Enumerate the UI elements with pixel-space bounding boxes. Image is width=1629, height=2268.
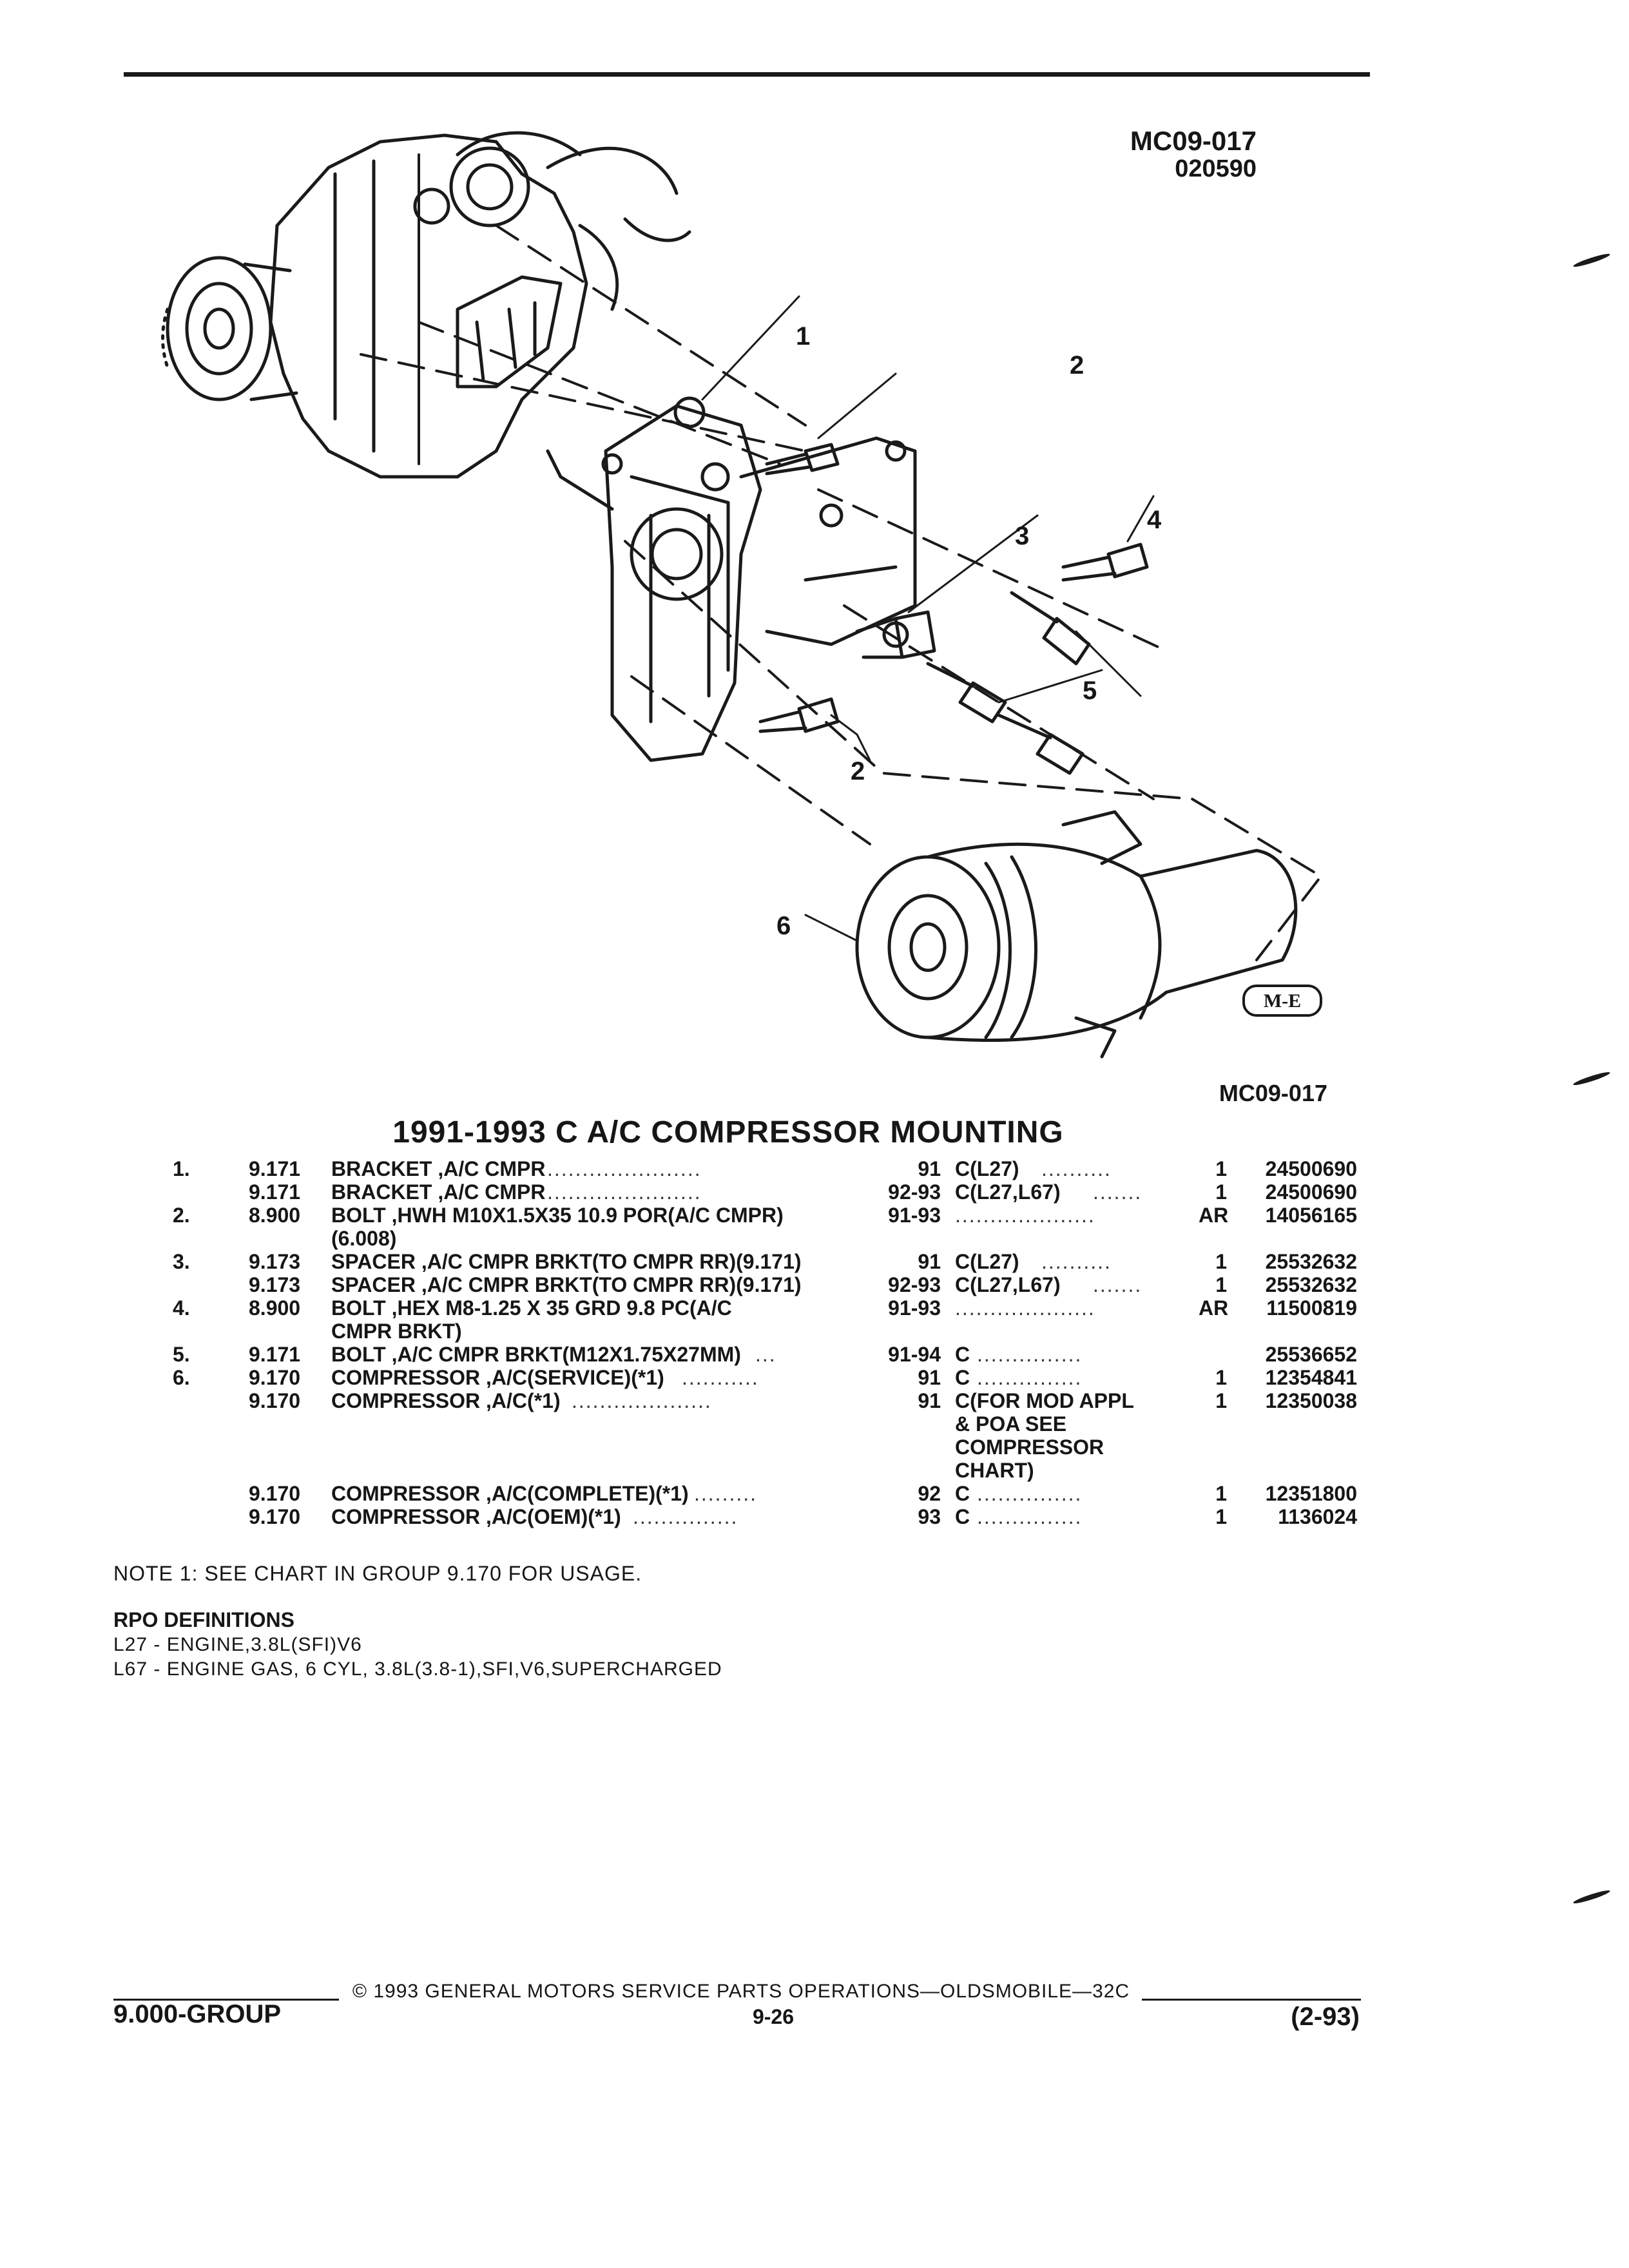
row-group: 9.171 xyxy=(249,1180,301,1204)
parts-row xyxy=(0,1412,1629,1436)
row-years: 91-94 xyxy=(888,1343,941,1366)
row-quantity: AR xyxy=(1199,1204,1229,1227)
row-leader-dots: .................... xyxy=(572,1389,712,1412)
row-group: 9.170 xyxy=(249,1366,301,1389)
me-logo-text: M-E xyxy=(1263,990,1302,1012)
row-application: C(L27) xyxy=(955,1157,1019,1180)
row-years: 91 xyxy=(918,1389,941,1412)
parts-row xyxy=(0,1296,1629,1320)
row-description: COMPRESSOR ,A/C(SERVICE)(*1) xyxy=(331,1366,664,1389)
scan-mark xyxy=(1572,252,1611,269)
parts-row xyxy=(0,1273,1629,1296)
parts-row xyxy=(0,1250,1629,1273)
row-description: COMPRESSOR ,A/C(OEM)(*1) xyxy=(331,1505,621,1528)
rpo-item-l27: L27 - ENGINE,3.8L(SFI)V6 xyxy=(113,1634,362,1655)
row-description: COMPRESSOR ,A/C(*1) xyxy=(331,1389,561,1412)
row-group: 8.900 xyxy=(249,1296,301,1320)
row-application-dots: ....... xyxy=(1093,1180,1142,1204)
row-leader-dots: ............... xyxy=(633,1505,738,1528)
row-application: C(L27) xyxy=(955,1250,1019,1273)
row-years: 92-93 xyxy=(888,1273,941,1296)
callout-2-lower: 2 xyxy=(851,757,865,785)
row-part-number: 25532632 xyxy=(1265,1273,1357,1296)
row-quantity: 1 xyxy=(1215,1250,1227,1273)
row-number: 3. xyxy=(173,1250,190,1273)
parts-list xyxy=(0,1157,1629,1528)
row-group: 9.170 xyxy=(249,1482,301,1505)
parts-row xyxy=(0,1482,1629,1505)
row-leader-dots: ...................... xyxy=(547,1157,702,1180)
row-description: SPACER ,A/C CMPR BRKT(TO CMPR RR)(9.171) xyxy=(331,1273,802,1296)
alignment-lines xyxy=(361,226,1321,960)
row-number: 5. xyxy=(173,1343,190,1366)
parts-row xyxy=(0,1366,1629,1389)
row-application: COMPRESSOR xyxy=(955,1436,1104,1459)
row-description: CMPR BRKT) xyxy=(331,1320,462,1343)
top-rule xyxy=(124,72,1370,77)
footer-rule-right xyxy=(1142,1999,1361,2001)
row-description: COMPRESSOR ,A/C(COMPLETE)(*1) xyxy=(331,1482,689,1505)
scan-mark xyxy=(1572,1888,1611,1905)
row-part-number: 12351800 xyxy=(1265,1482,1357,1505)
row-group: 9.173 xyxy=(249,1273,301,1296)
row-number: 4. xyxy=(173,1296,190,1320)
row-application-dots: ............... xyxy=(977,1505,1083,1528)
row-quantity: 1 xyxy=(1215,1505,1227,1528)
row-group: 9.171 xyxy=(249,1157,301,1180)
parts-row xyxy=(0,1343,1629,1366)
row-group: 8.900 xyxy=(249,1204,301,1227)
row-application-dots: .................... xyxy=(955,1204,1095,1227)
row-years: 91-93 xyxy=(888,1204,941,1227)
row-number: 1. xyxy=(173,1157,190,1180)
scan-mark xyxy=(1572,1070,1611,1087)
figure-caption: MC09-017 xyxy=(1219,1080,1327,1106)
row-group: 9.170 xyxy=(249,1389,301,1412)
row-part-number: 1136024 xyxy=(1278,1505,1357,1528)
parts-row xyxy=(0,1320,1629,1343)
row-part-number: 14056165 xyxy=(1265,1204,1357,1227)
row-application-dots: ....... xyxy=(1093,1273,1142,1296)
footer-copyright: © 1993 GENERAL MOTORS SERVICE PARTS OPERATIONS—OLDSMOBILE—32C xyxy=(352,1981,1130,2002)
crank-pulley xyxy=(163,258,297,399)
row-group: 9.170 xyxy=(249,1505,301,1528)
row-years: 92 xyxy=(918,1482,941,1505)
row-application: C xyxy=(955,1482,970,1505)
callout-3: 3 xyxy=(1015,522,1030,550)
parts-row xyxy=(0,1157,1629,1180)
bracket xyxy=(548,398,915,760)
row-part-number: 24500690 xyxy=(1265,1157,1357,1180)
row-part-number: 12350038 xyxy=(1265,1389,1357,1412)
callout-6: 6 xyxy=(776,912,791,940)
row-application: & POA SEE xyxy=(955,1412,1067,1436)
parts-row xyxy=(0,1436,1629,1459)
row-years: 91 xyxy=(918,1157,941,1180)
parts-row xyxy=(0,1180,1629,1204)
row-description: BRACKET ,A/C CMPR xyxy=(331,1157,546,1180)
footer-page-number: 9-26 xyxy=(752,2005,795,2028)
row-leader-dots: ......... xyxy=(694,1482,758,1505)
row-description: BOLT ,A/C CMPR BRKT(M12X1.75X27MM) xyxy=(331,1343,741,1366)
row-part-number: 11500819 xyxy=(1266,1296,1357,1320)
row-part-number: 25532632 xyxy=(1265,1250,1357,1273)
row-years: 91 xyxy=(918,1366,941,1389)
row-group: 9.173 xyxy=(249,1250,301,1273)
row-quantity: 1 xyxy=(1215,1366,1227,1389)
row-application: C(L27,L67) xyxy=(955,1180,1061,1204)
row-application-dots: .......... xyxy=(1041,1250,1112,1273)
footer-group: 9.000-GROUP xyxy=(113,2000,282,2028)
rpo-item-l67: L67 - ENGINE GAS, 6 CYL, 3.8L(3.8-1),SFI,V6,SUPERCHARGED xyxy=(113,1658,722,1680)
bolt-item-5a xyxy=(1012,593,1089,664)
row-quantity: 1 xyxy=(1215,1482,1227,1505)
parts-row xyxy=(0,1204,1629,1227)
row-application-dots: .................... xyxy=(955,1296,1095,1320)
bolt-item-2-lower xyxy=(760,699,838,731)
row-description: BRACKET ,A/C CMPR xyxy=(331,1180,546,1204)
footer-date: (2-93) xyxy=(1291,2003,1360,2031)
row-quantity: 1 xyxy=(1215,1389,1227,1412)
row-years: 91 xyxy=(918,1250,941,1273)
row-quantity: 1 xyxy=(1215,1180,1227,1204)
row-leader-dots: ...................... xyxy=(547,1180,702,1204)
row-quantity: 1 xyxy=(1215,1273,1227,1296)
figure-id: MC09-017 xyxy=(1130,126,1257,156)
bolt-item-4 xyxy=(1063,544,1147,580)
page-title: 1991-1993 C A/C COMPRESSOR MOUNTING xyxy=(392,1115,1064,1149)
row-application-dots: ............... xyxy=(977,1366,1083,1389)
figure-date-code: 020590 xyxy=(1175,155,1257,182)
row-leader-dots: ... xyxy=(755,1343,776,1366)
usage-note: NOTE 1: SEE CHART IN GROUP 9.170 FOR USAGE. xyxy=(113,1562,642,1585)
row-application: C xyxy=(955,1366,970,1389)
row-description: (6.008) xyxy=(331,1227,397,1250)
row-application: CHART) xyxy=(955,1459,1034,1482)
spacer xyxy=(857,612,934,657)
parts-row xyxy=(0,1389,1629,1412)
row-part-number: 12354841 xyxy=(1265,1366,1357,1389)
parts-row xyxy=(0,1227,1629,1250)
callout-1: 1 xyxy=(796,322,811,351)
bolt-item-5c xyxy=(999,715,1083,773)
row-description: BOLT ,HEX M8-1.25 X 35 GRD 9.8 PC(A/C xyxy=(331,1296,732,1320)
row-years: 92-93 xyxy=(888,1180,941,1204)
row-application-dots: ............... xyxy=(977,1343,1083,1366)
row-description: SPACER ,A/C CMPR BRKT(TO CMPR RR)(9.171) xyxy=(331,1250,802,1273)
row-leader-dots: ........... xyxy=(682,1366,759,1389)
row-description: BOLT ,HWH M10X1.5X35 10.9 POR(A/C CMPR) xyxy=(331,1204,784,1227)
parts-row xyxy=(0,1505,1629,1528)
callout-5: 5 xyxy=(1083,677,1097,705)
row-part-number: 24500690 xyxy=(1265,1180,1357,1204)
row-application: C xyxy=(955,1343,970,1366)
row-years: 93 xyxy=(918,1505,941,1528)
bolt-item-5b xyxy=(928,664,1005,722)
compressor xyxy=(857,812,1296,1057)
parts-row xyxy=(0,1459,1629,1482)
row-application-dots: .......... xyxy=(1041,1157,1112,1180)
callout-4: 4 xyxy=(1147,506,1162,534)
callout-2-upper: 2 xyxy=(1070,351,1084,380)
row-part-number: 25536652 xyxy=(1265,1343,1357,1366)
row-application-dots: ............... xyxy=(977,1482,1083,1505)
row-number: 6. xyxy=(173,1366,190,1389)
me-logo xyxy=(1244,986,1321,1015)
row-years: 91-93 xyxy=(888,1296,941,1320)
row-application: C(L27,L67) xyxy=(955,1273,1061,1296)
compressor-mounting-illustration xyxy=(161,116,1385,1070)
row-application: C(FOR MOD APPL xyxy=(955,1389,1134,1412)
engine-block xyxy=(271,133,689,477)
row-quantity: AR xyxy=(1199,1296,1229,1320)
row-group: 9.171 xyxy=(249,1343,301,1366)
rpo-heading: RPO DEFINITIONS xyxy=(113,1608,294,1631)
row-quantity: 1 xyxy=(1215,1157,1227,1180)
row-number: 2. xyxy=(173,1204,190,1227)
row-application: C xyxy=(955,1505,970,1528)
